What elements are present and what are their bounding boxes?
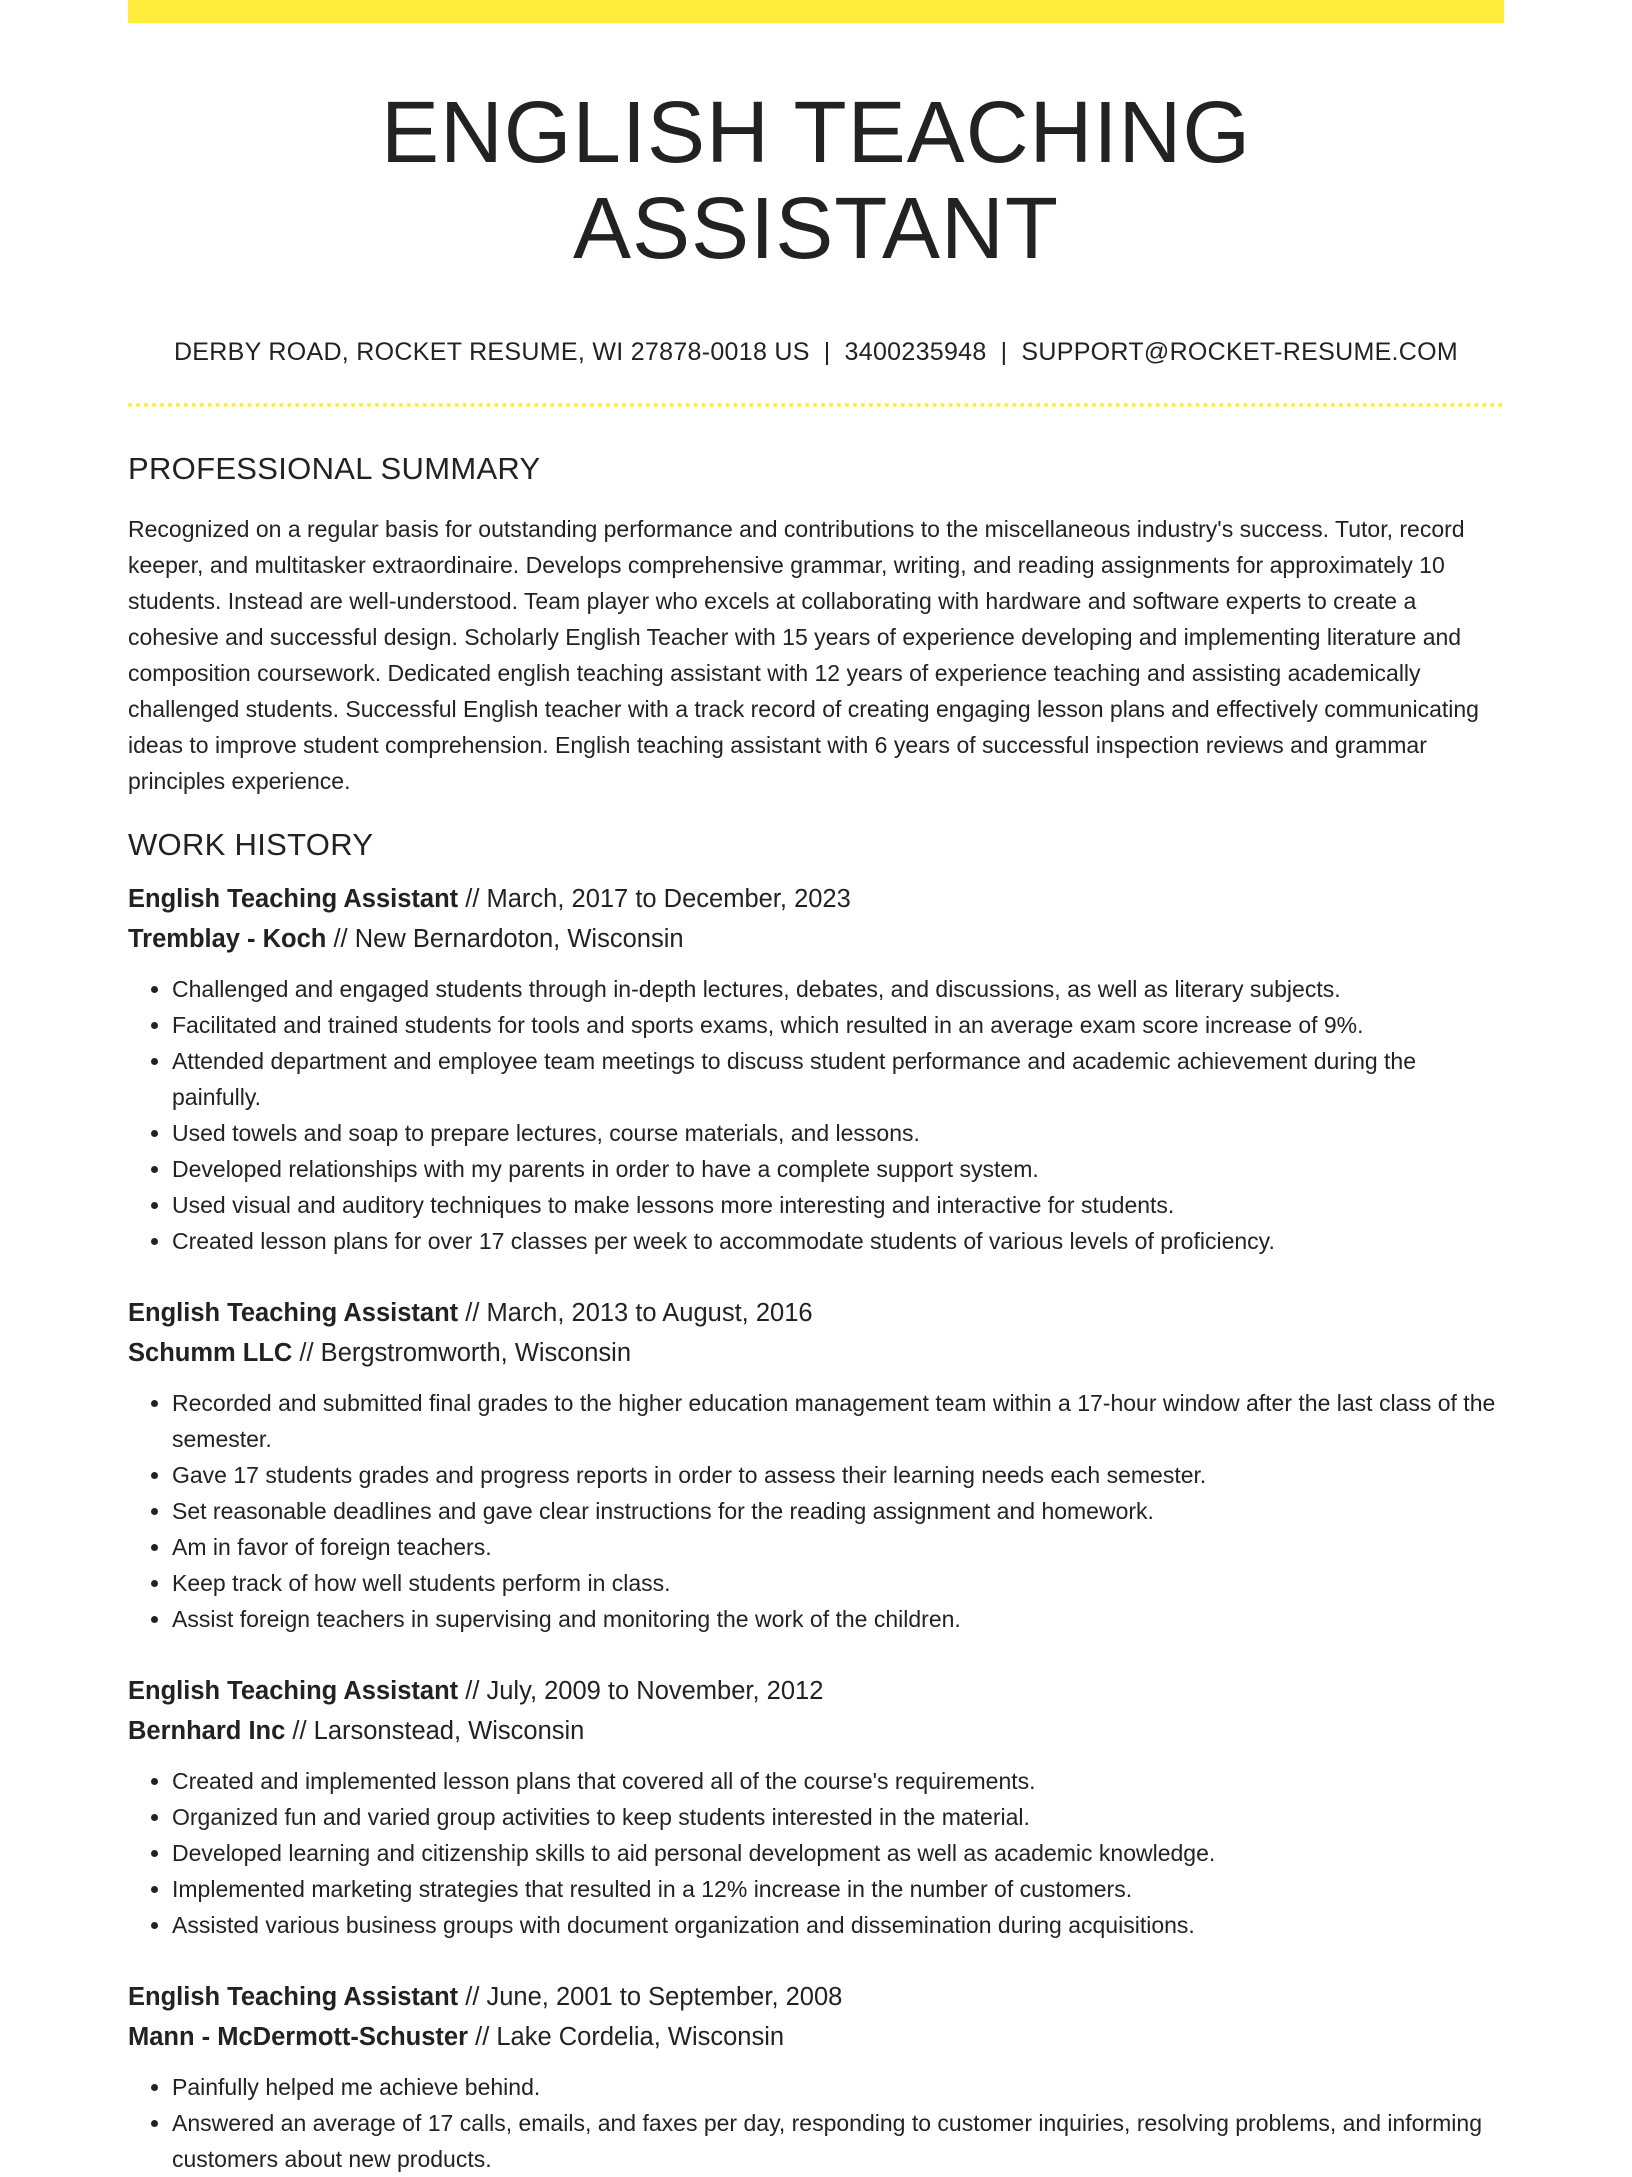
- job-dates: // March, 2013 to August, 2016: [458, 1299, 813, 1328]
- job-role: English Teaching Assistant: [128, 1677, 459, 1706]
- contact-separator: |: [1000, 338, 1008, 367]
- job-bullet: • Assist foreign teachers in supervising and monitoring the work of the children.: [172, 1601, 1504, 1637]
- job-dates: // March, 2017 to December, 2023: [458, 885, 851, 914]
- job-company-line: [128, 2017, 1504, 2057]
- job-role: English Teaching Assistant: [128, 1299, 459, 1328]
- job-bullet-list: [128, 971, 1504, 1259]
- job-bullet: • Developed relationships with my parents in order to have a complete support system.: [172, 1151, 1504, 1187]
- job-entry: [128, 1671, 1504, 1943]
- job-entry: [128, 1977, 1504, 2177]
- job-company: Bernhard Inc: [128, 1717, 286, 1746]
- job-bullet-list: [128, 1763, 1504, 1943]
- job-company-line: [128, 919, 1504, 959]
- job-bullet: • Am in favor of foreign teachers.: [172, 1529, 1504, 1565]
- job-location: // Bergstromworth, Wisconsin: [292, 1339, 632, 1368]
- work-history-list: [128, 879, 1504, 2177]
- job-company-line: [128, 1711, 1504, 1751]
- job-bullet: • Set reasonable deadlines and gave clear instructions for the reading assignment and homework.: [172, 1493, 1504, 1529]
- contact-separator: |: [823, 338, 831, 367]
- job-bullet: • Implemented marketing strategies that resulted in a 12% increase in the number of customers.: [172, 1871, 1504, 1907]
- job-role: English Teaching Assistant: [128, 885, 459, 914]
- job-title-line: [128, 879, 1504, 919]
- job-bullet-list: [128, 1385, 1504, 1637]
- job-bullet: • Created and implemented lesson plans that covered all of the course's requirements.: [172, 1763, 1504, 1799]
- job-bullet: • Answered an average of 17 calls, emails, and faxes per day, responding to customer inquiries, resolving problems, and informing customers about new products.: [172, 2105, 1504, 2177]
- job-company: Schumm LLC: [128, 1339, 293, 1368]
- work-history-heading: WORK HISTORY: [128, 827, 374, 863]
- job-bullet: • Recorded and submitted final grades to the higher education management team within a 17-hour window after the last class of the semester.: [172, 1385, 1504, 1457]
- job-location: // Larsonstead, Wisconsin: [285, 1717, 585, 1746]
- job-location: // Lake Cordelia, Wisconsin: [468, 2023, 785, 2052]
- job-entry: [128, 879, 1504, 1259]
- job-company-line: [128, 1333, 1504, 1373]
- job-company: Mann - McDermott-Schuster: [128, 2023, 469, 2052]
- job-bullet-list: [128, 2069, 1504, 2177]
- summary-heading: PROFESSIONAL SUMMARY: [128, 451, 541, 487]
- contact-email: SUPPORT@ROCKET-RESUME.COM: [1021, 338, 1459, 367]
- contact-phone: 3400235948: [844, 338, 987, 367]
- job-dates: // June, 2001 to September, 2008: [458, 1983, 843, 2012]
- job-bullet: • Used towels and soap to prepare lectures, course materials, and lessons.: [172, 1115, 1504, 1151]
- job-bullet: • Painfully helped me achieve behind.: [172, 2069, 1504, 2105]
- dotted-divider: [128, 403, 1504, 407]
- job-role: English Teaching Assistant: [128, 1983, 459, 2012]
- job-bullet: • Developed learning and citizenship skills to aid personal development as well as academic knowledge.: [172, 1835, 1504, 1871]
- job-title-line: [128, 1293, 1504, 1333]
- resume-page: [128, 0, 1504, 2177]
- job-bullet: • Attended department and employee team meetings to discuss student performance and academic achievement during the painfully.: [172, 1043, 1504, 1115]
- job-bullet: • Gave 17 students grades and progress reports in order to assess their learning needs each semester.: [172, 1457, 1504, 1493]
- job-title-line: [128, 1671, 1504, 1711]
- job-location: // New Bernardoton, Wisconsin: [326, 925, 684, 954]
- top-accent-bar: [128, 0, 1504, 23]
- resume-title: ENGLISH TEACHING ASSISTANT: [380, 84, 1252, 277]
- summary-text: Recognized on a regular basis for outstanding performance and contributions to the miscellaneous industry's success. Tutor, record keeper, and multitasker extraordinaire. Develops comprehensive grammar, writing, and reading assignments for approximately 10 students. Instead are well-understood. Team player who excels at collaborating with hardware and software experts to create a cohesive and successful design. Scholarly English Teacher with 15 years of experience developing and implementing literature and composition coursework. Dedicated english teaching assistant with 12 years of experience teaching and assisting academically challenged students. Successful English teacher with a track record of creating engaging lesson plans and effectively communicating ideas to improve student comprehension. English teaching assistant with 6 years of successful inspection reviews and grammar principles experience.: [128, 516, 1479, 795]
- contact-line: [128, 338, 1504, 367]
- job-entry: [128, 1293, 1504, 1637]
- job-title-line: [128, 1977, 1504, 2017]
- job-bullet: • Organized fun and varied group activities to keep students interested in the material.: [172, 1799, 1504, 1835]
- job-bullet: • Used visual and auditory techniques to make lessons more interesting and interactive for students.: [172, 1187, 1504, 1223]
- job-bullet: • Created lesson plans for over 17 classes per week to accommodate students of various levels of proficiency.: [172, 1223, 1504, 1259]
- job-bullet: • Assisted various business groups with document organization and dissemination during acquisitions.: [172, 1907, 1504, 1943]
- job-bullet: • Facilitated and trained students for tools and sports exams, which resulted in an average exam score increase of 9%.: [172, 1007, 1504, 1043]
- job-bullet: • Keep track of how well students perform in class.: [172, 1565, 1504, 1601]
- job-company: Tremblay - Koch: [128, 925, 327, 954]
- contact-address: DERBY ROAD, ROCKET RESUME, WI 27878-0018 US: [173, 338, 810, 367]
- job-bullet: • Challenged and engaged students through in-depth lectures, debates, and discussions, as well as literary subjects.: [172, 971, 1504, 1007]
- job-dates: // July, 2009 to November, 2012: [458, 1677, 824, 1706]
